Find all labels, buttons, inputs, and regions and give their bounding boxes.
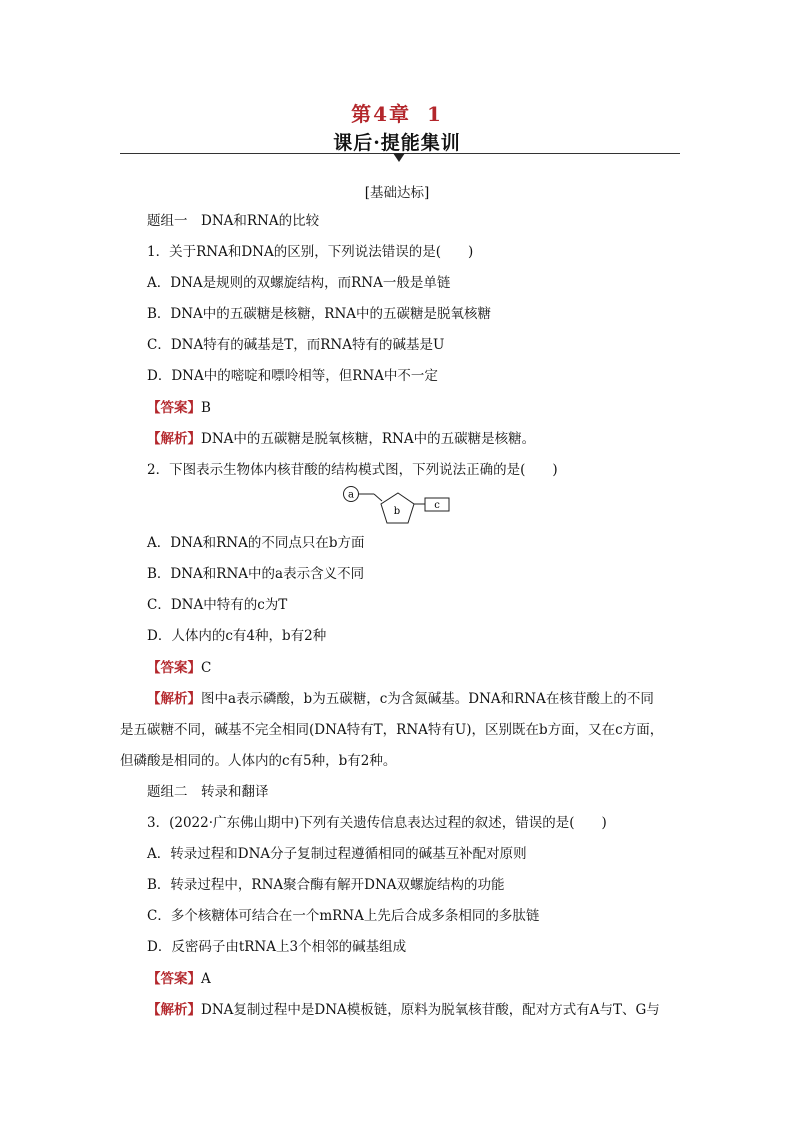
answer-value: B bbox=[201, 400, 211, 416]
q2-option-b: B．DNA和RNA中的a表示含义不同 bbox=[147, 566, 365, 582]
chapter-title: 第4章 bbox=[351, 102, 411, 126]
analysis-text: DNA复制过程中是DNA模板链，原料为脱氧核苷酸，配对方式有A与T、G与 bbox=[201, 1002, 660, 1018]
q1-option-d: D．DNA中的嘧啶和嘌呤相等，但RNA中不一定 bbox=[147, 368, 438, 384]
q2-analysis-line-3: 但磷酸是相同的。人体内的c有5种，b有2种。 bbox=[120, 753, 397, 769]
page-subtitle: 课后·提能集训 bbox=[333, 132, 461, 154]
q2-option-c: C．DNA中特有的c为T bbox=[147, 597, 288, 613]
label-c: c bbox=[434, 500, 440, 511]
q2-option-a: A．DNA和RNA的不同点只在b方面 bbox=[147, 535, 365, 551]
header-triangle-marker bbox=[393, 153, 405, 162]
q3-analysis bbox=[147, 1001, 660, 1019]
q3-option-a: A．转录过程和DNA分子复制过程遵循相同的碱基互补配对原则 bbox=[147, 846, 527, 862]
section-label: [基础达标] bbox=[364, 185, 430, 201]
analysis-tag: 【解析】 bbox=[147, 1002, 201, 1018]
label-b: b bbox=[393, 506, 401, 517]
answer-value: A bbox=[201, 971, 211, 987]
label-a: a bbox=[348, 489, 354, 501]
q1-stem: 1．关于RNA和DNA的区别，下列说法错误的是( ) bbox=[147, 244, 474, 260]
q1-analysis bbox=[147, 430, 535, 448]
group-heading-1: 题组一 DNA和RNA的比较 bbox=[147, 213, 320, 229]
q3-option-c: C．多个核糖体可结合在一个mRNA上先后合成多条相同的多肽链 bbox=[147, 908, 540, 924]
nucleotide-diagram bbox=[340, 484, 456, 528]
q2-analysis-line-1 bbox=[147, 690, 654, 708]
answer-tag: 【答案】 bbox=[147, 660, 201, 676]
analysis-text: 图中a表示磷酸，b为五碳糖，c为含氮碱基。DNA和RNA在核苷酸上的不同 bbox=[201, 691, 654, 707]
q1-answer bbox=[147, 399, 211, 417]
answer-tag: 【答案】 bbox=[147, 400, 201, 416]
q2-option-d: D．人体内的c有4种，b有2种 bbox=[147, 628, 327, 644]
q2-stem: 2．下图表示生物体内核苷酸的结构模式图，下列说法正确的是( ) bbox=[147, 462, 558, 478]
chapter-number: 1 bbox=[427, 102, 443, 126]
q1-option-a: A．DNA是规则的双螺旋结构，而RNA一般是单链 bbox=[147, 275, 451, 291]
q3-option-b: B．转录过程中，RNA聚合酶有解开DNA双螺旋结构的功能 bbox=[147, 877, 505, 893]
q1-option-c: C．DNA特有的碱基是T，而RNA特有的碱基是U bbox=[147, 337, 445, 353]
group-heading-2: 题组二 转录和翻译 bbox=[147, 784, 269, 800]
q2-answer bbox=[147, 659, 211, 677]
q3-stem: 3．(2022·广东佛山期中)下列有关遗传信息表达过程的叙述，错误的是( ) bbox=[147, 815, 607, 831]
analysis-tag: 【解析】 bbox=[147, 691, 201, 707]
bond-a-b-2 bbox=[374, 494, 382, 501]
q3-option-d: D．反密码子由tRNA上3个相邻的碱基组成 bbox=[147, 939, 407, 955]
q2-analysis-line-2: 是五碳糖不同，碱基不完全相同(DNA特有T，RNA特有U)，区别既在b方面，又在c方面， bbox=[120, 722, 664, 738]
chapter-heading bbox=[0, 98, 794, 127]
analysis-tag: 【解析】 bbox=[147, 431, 201, 447]
q3-answer bbox=[147, 970, 211, 988]
answer-value: C bbox=[201, 660, 212, 676]
analysis-text: DNA中的五碳糖是脱氧核糖，RNA中的五碳糖是核糖。 bbox=[201, 431, 536, 447]
answer-tag: 【答案】 bbox=[147, 971, 201, 987]
q1-option-b: B．DNA中的五碳糖是核糖，RNA中的五碳糖是脱氧核糖 bbox=[147, 306, 492, 322]
